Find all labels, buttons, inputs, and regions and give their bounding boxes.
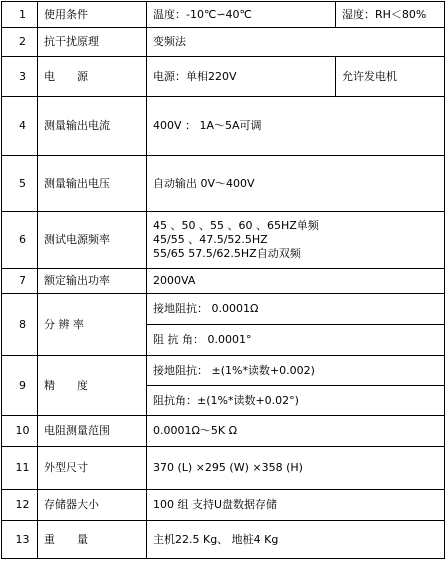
row-label: 精 度 [38, 356, 147, 416]
row-label: 测试电源频率 [38, 212, 147, 269]
row-label: 电阻测量范围 [38, 416, 147, 447]
row-number: 2 [2, 28, 38, 57]
row-label: 存储器大小 [38, 490, 147, 521]
row-label: 额定输出功率 [38, 269, 147, 294]
row-subvalue: 阻 抗 角： 0.0001° [147, 325, 445, 356]
row-value: 370 (L) ×295 (W) ×358 (H) [147, 447, 445, 490]
row-label: 重 量 [38, 521, 147, 559]
table-row [2, 447, 445, 490]
row-value-extra: 湿度：RH＜80% [336, 2, 445, 28]
row-label: 使用条件 [38, 2, 147, 28]
row-value: 电源：单相220V [147, 57, 336, 97]
row-value: 0.0001Ω～5K Ω [147, 416, 445, 447]
table-row [2, 156, 445, 212]
frequency-line: 45/55 、47.5/52.5HZ [153, 233, 268, 246]
row-subvalue: 接地阻抗： ±(1%*读数+0.002) [147, 356, 445, 386]
row-value: 2000VA [147, 269, 445, 294]
spec-table [1, 1, 445, 559]
table-row [2, 212, 445, 269]
row-number: 6 [2, 212, 38, 269]
row-value: 主机22.5 Kg、 地桩4 Kg [147, 521, 445, 559]
row-number: 13 [2, 521, 38, 559]
row-number: 4 [2, 97, 38, 156]
row-value: 自动输出 0V～400V [147, 156, 445, 212]
table-row [2, 294, 445, 325]
table-row [2, 416, 445, 447]
row-number: 8 [2, 294, 38, 356]
row-subvalue: 接地阻抗： 0.0001Ω [147, 294, 445, 325]
row-subvalue: 阻抗角：±(1%*读数+0.02°) [147, 386, 445, 416]
row-label: 测量输出电流 [38, 97, 147, 156]
table-row [2, 97, 445, 156]
row-label: 测量输出电压 [38, 156, 147, 212]
row-value: 100 组 支持U盘数据存储 [147, 490, 445, 521]
row-number: 1 [2, 2, 38, 28]
row-number: 3 [2, 57, 38, 97]
row-number: 11 [2, 447, 38, 490]
row-number: 7 [2, 269, 38, 294]
row-label: 外型尺寸 [38, 447, 147, 490]
row-value: 温度：-10℃∽40℃ [147, 2, 336, 28]
row-value: 变频法 [147, 28, 445, 57]
row-number: 10 [2, 416, 38, 447]
table-row [2, 356, 445, 386]
row-number: 5 [2, 156, 38, 212]
row-value-extra: 允许发电机 [336, 57, 445, 97]
row-value [147, 212, 445, 269]
table-row [2, 521, 445, 559]
table-row [2, 28, 445, 57]
row-number: 12 [2, 490, 38, 521]
row-label: 电 源 [38, 57, 147, 97]
table-row [2, 490, 445, 521]
frequency-line: 45 、50 、55 、60 、65HZ单频 [153, 219, 319, 232]
row-value: 400V ： 1A～5A可调 [147, 97, 445, 156]
table-row [2, 269, 445, 294]
table-row [2, 57, 445, 97]
table-row [2, 2, 445, 28]
row-label: 分 辨 率 [38, 294, 147, 356]
row-label: 抗干扰原理 [38, 28, 147, 57]
row-number: 9 [2, 356, 38, 416]
frequency-line: 55/65 57.5/62.5HZ自动双频 [153, 247, 301, 260]
